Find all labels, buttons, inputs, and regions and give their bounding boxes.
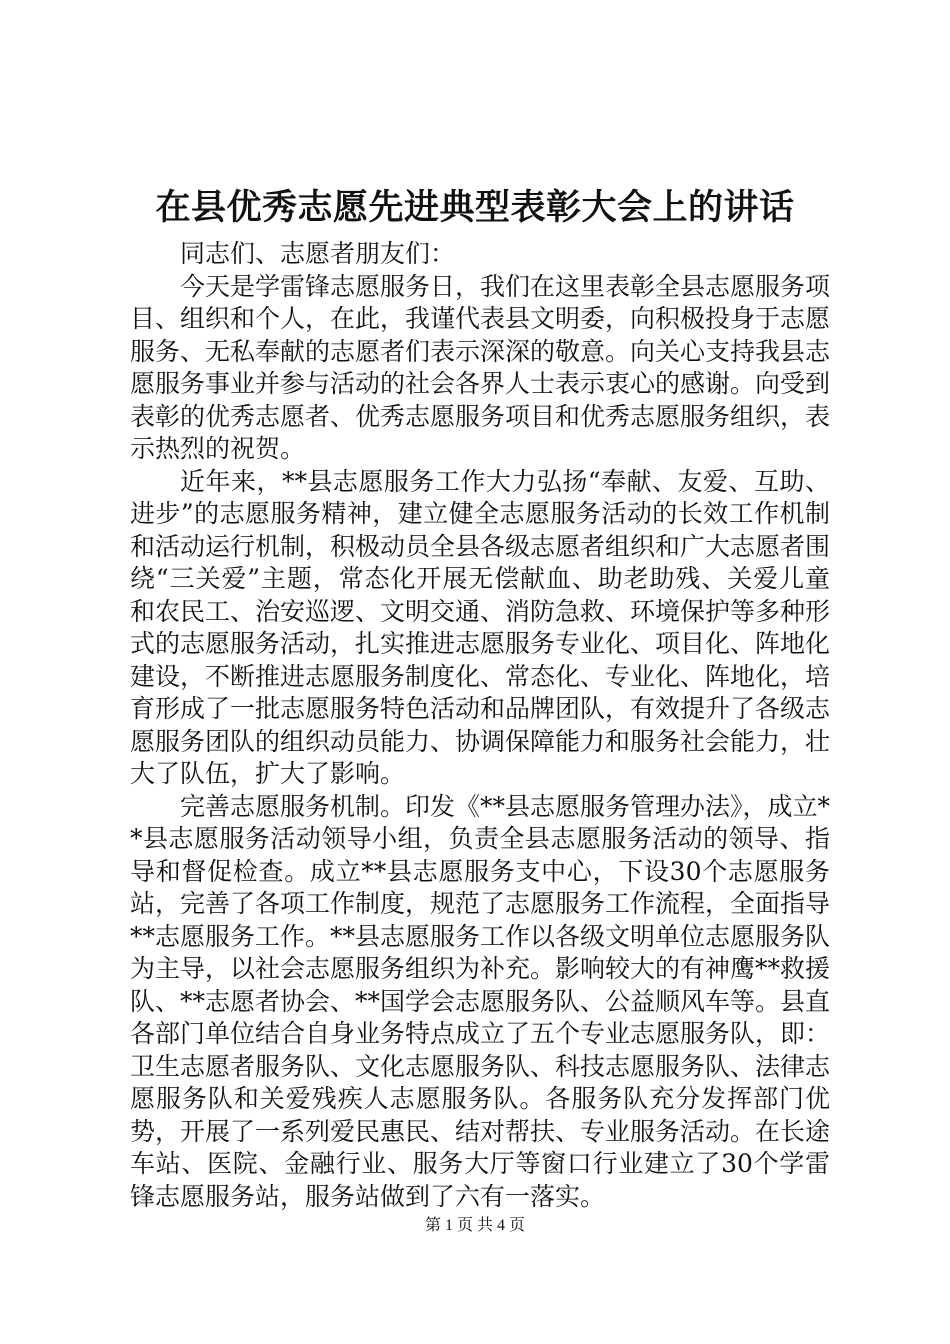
page-number-footer: 第 1 页 共 4 页: [424, 1217, 525, 1234]
body-paragraph: 完善志愿服务机制。印发《**县志愿服务管理办法》，成立**县志愿服务活动领导小组，负责全县志愿服务活动的领导、指导和督促检查。成立**县志愿服务支中心，下设30个志愿服务站，完善了各项工作制度，规范了志愿服务工作流程，全面指导**志愿服务工作。**县志愿服务工作以各级文明单位志愿服务队为主导，以社会志愿服务组织为补充。影响较大的有神鹰**救援队、**志愿者协会、**国学会志愿服务队、公益顺风车等。县直各部门单位结合自身业务特点成立了五个专业志愿服务队，即：卫生志愿者服务队、文化志愿服务队、科技志愿服务队、法律志愿服务队和关爱残疾人志愿服务队。各服务队充分发挥部门优势，开展了一系列爱民惠民、结对帮扶、专业服务活动。在长途车站、医院、金融行业、服务大厅等窗口行业建立了30个学雷锋志愿服务站，服务站做到了六有一落实。: [130, 791, 831, 1211]
body-paragraph: 今天是学雷锋志愿服务日，我们在这里表彰全县志愿服务项目、组织和个人，在此，我谨代表县文明委，向积极投身于志愿服务、无私奉献的志愿者们表示深深的敬意。向关心支持我县志愿服务事业并参与活动的社会各界人士表示衷心的感谢。向受到表彰的优秀志愿者、优秀志愿服务项目和优秀志愿服务组织，表示热烈的祝贺。: [130, 271, 831, 463]
document-body: [130, 238, 830, 1213]
salutation-paragraph: 同志们、志愿者朋友们：: [180, 239, 456, 268]
body-paragraph: 近年来，**县志愿服务工作大力弘扬“奉献、友爱、互助、进步”的志愿服务精神，建立健全志愿服务活动的长效工作机制和活动运行机制，积极动员全县各级志愿者组织和广大志愿者围绕“三关爱”主题，常态化开展无偿献血、助老助残、关爱儿童和农民工、治安巡逻、文明交通、消防急救、环境保护等多种形式的志愿服务活动，扎实推进志愿服务专业化、项目化、阵地化建设，不断推进志愿服务制度化、常态化、专业化、阵地化，培育形成了一批志愿服务特色活动和品牌团队，有效提升了各级志愿服务团队的组织动员能力、协调保障能力和服务社会能力，壮大了队伍，扩大了影响。: [130, 466, 831, 788]
document-title: 在县优秀志愿先进典型表彰大会上的讲话: [155, 187, 795, 228]
